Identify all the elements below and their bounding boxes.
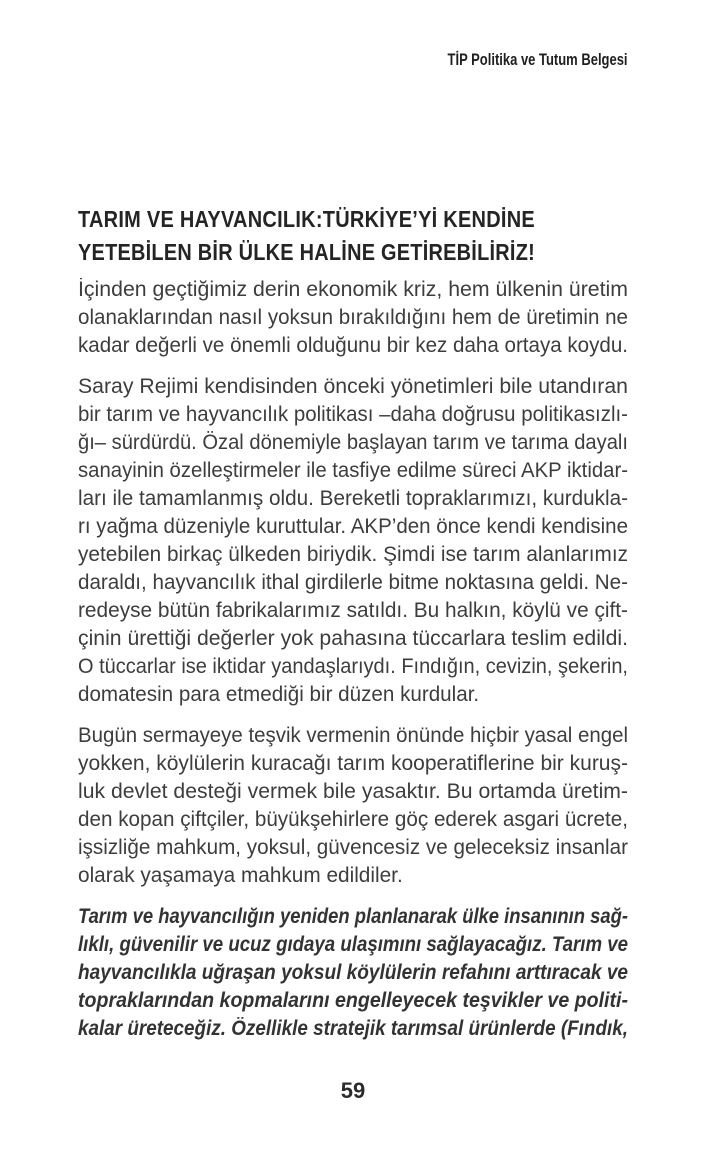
text-line: luk devlet desteği vermek bile yasaktır. Bu ortamda üretim- (78, 780, 628, 803)
paragraph (78, 722, 628, 890)
page-header (78, 49, 628, 71)
text-line: O tüccarlar ise iktidar yandaşlarıydı. Fındığın, cevizin, şekerin, (78, 655, 628, 678)
text-line: olarak yaşamaya mahkum edildiler. (78, 864, 403, 887)
text-line: işsizliğe mahkum, yoksul, güvencesiz ve geleceksiz insanlar (78, 836, 628, 859)
paragraph (78, 903, 628, 1043)
text-line: topraklarından kopmalarını engelleyecek teşvikler ve politi- (78, 989, 628, 1012)
text-line: den kopan çiftçiler, büyükşehirlere göç ederek asgari ücrete, (78, 808, 628, 831)
title-line: TARIM VE HAYVANCILIK:TÜRKİYE’Yİ KENDİNE (78, 206, 535, 232)
page-number: 59 (340, 1078, 366, 1103)
text-line: Tarım ve hayvancılığın yeniden planlanarak ülke insanının sağ- (78, 905, 628, 928)
header-text: TİP Politika ve Tutum Belgesi (448, 50, 628, 69)
text-line: redeyse bütün fabrikalarımız satıldı. Bu halkın, köylü ve çift- (78, 599, 628, 622)
text-line: sanayinin özelleştirmeler ile tasfiye edilme süreci AKP iktidar- (78, 459, 628, 482)
text-line: bir tarım ve hayvancılık politikası –daha doğrusu politikasızlı- (78, 403, 628, 426)
text-line: lıklı, güvenilir ve ucuz gıdaya ulaşımını sağlayacağız. Tarım ve (78, 933, 628, 956)
text-line: yokken, köylülerin kuracağı tarım kooperatiflerine bir kuruş- (78, 752, 628, 775)
text-line: hayvancılıkla uğraşan yoksul köylülerin refahını arttıracak ve (78, 961, 628, 984)
paragraph (78, 276, 628, 360)
text-line: ğı– sürdürdü. Özal dönemiyle başlayan tarım ve tarıma dayalı (78, 431, 628, 454)
text-line: çinin ürettiği değerler yok pahasına tüccarlara teslim edildi. (78, 627, 628, 650)
title-line: YETEBİLEN BİR ÜLKE HALİNE GETİREBİLİRİZ! (78, 239, 535, 265)
body-text (78, 276, 628, 1056)
text-line: domatesin para etmediği bir düzen kurdular. (78, 683, 480, 706)
text-line: yetebilen birkaç ülkeden biriydik. Şimdi ise tarım alanlarımız (78, 543, 628, 566)
text-line: ları ile tamamlanmış oldu. Bereketli topraklarımızı, kurdukla- (78, 487, 628, 510)
text-line: Bugün sermayeye teşvik vermenin önünde hiçbir yasal engel (78, 724, 628, 747)
text-line: rı yağma düzeniyle kuruttular. AKP’den önce kendi kendisine (78, 515, 628, 538)
text-line: Saray Rejimi kendisinden önceki yönetimleri bile utandıran (78, 375, 628, 398)
text-line: İçinden geçtiğimiz derin ekonomik kriz, hem ülkenin üretim (78, 278, 628, 301)
page-footer (78, 1077, 628, 1105)
paragraph (78, 373, 628, 709)
text-line: olanaklarından nasıl yoksun bırakıldığını hem de üretimin ne (78, 306, 628, 329)
text-line: kadar değerli ve önemli olduğunu bir kez daha ortaya koydu. (78, 334, 628, 357)
page-title (78, 203, 628, 269)
text-line: kalar üreteceğiz. Özellikle stratejik tarımsal ürünlerde (Fındık, (78, 1017, 628, 1040)
text-line: daraldı, hayvancılık ithal girdilerle bitme noktasına geldi. Ne- (78, 571, 628, 594)
